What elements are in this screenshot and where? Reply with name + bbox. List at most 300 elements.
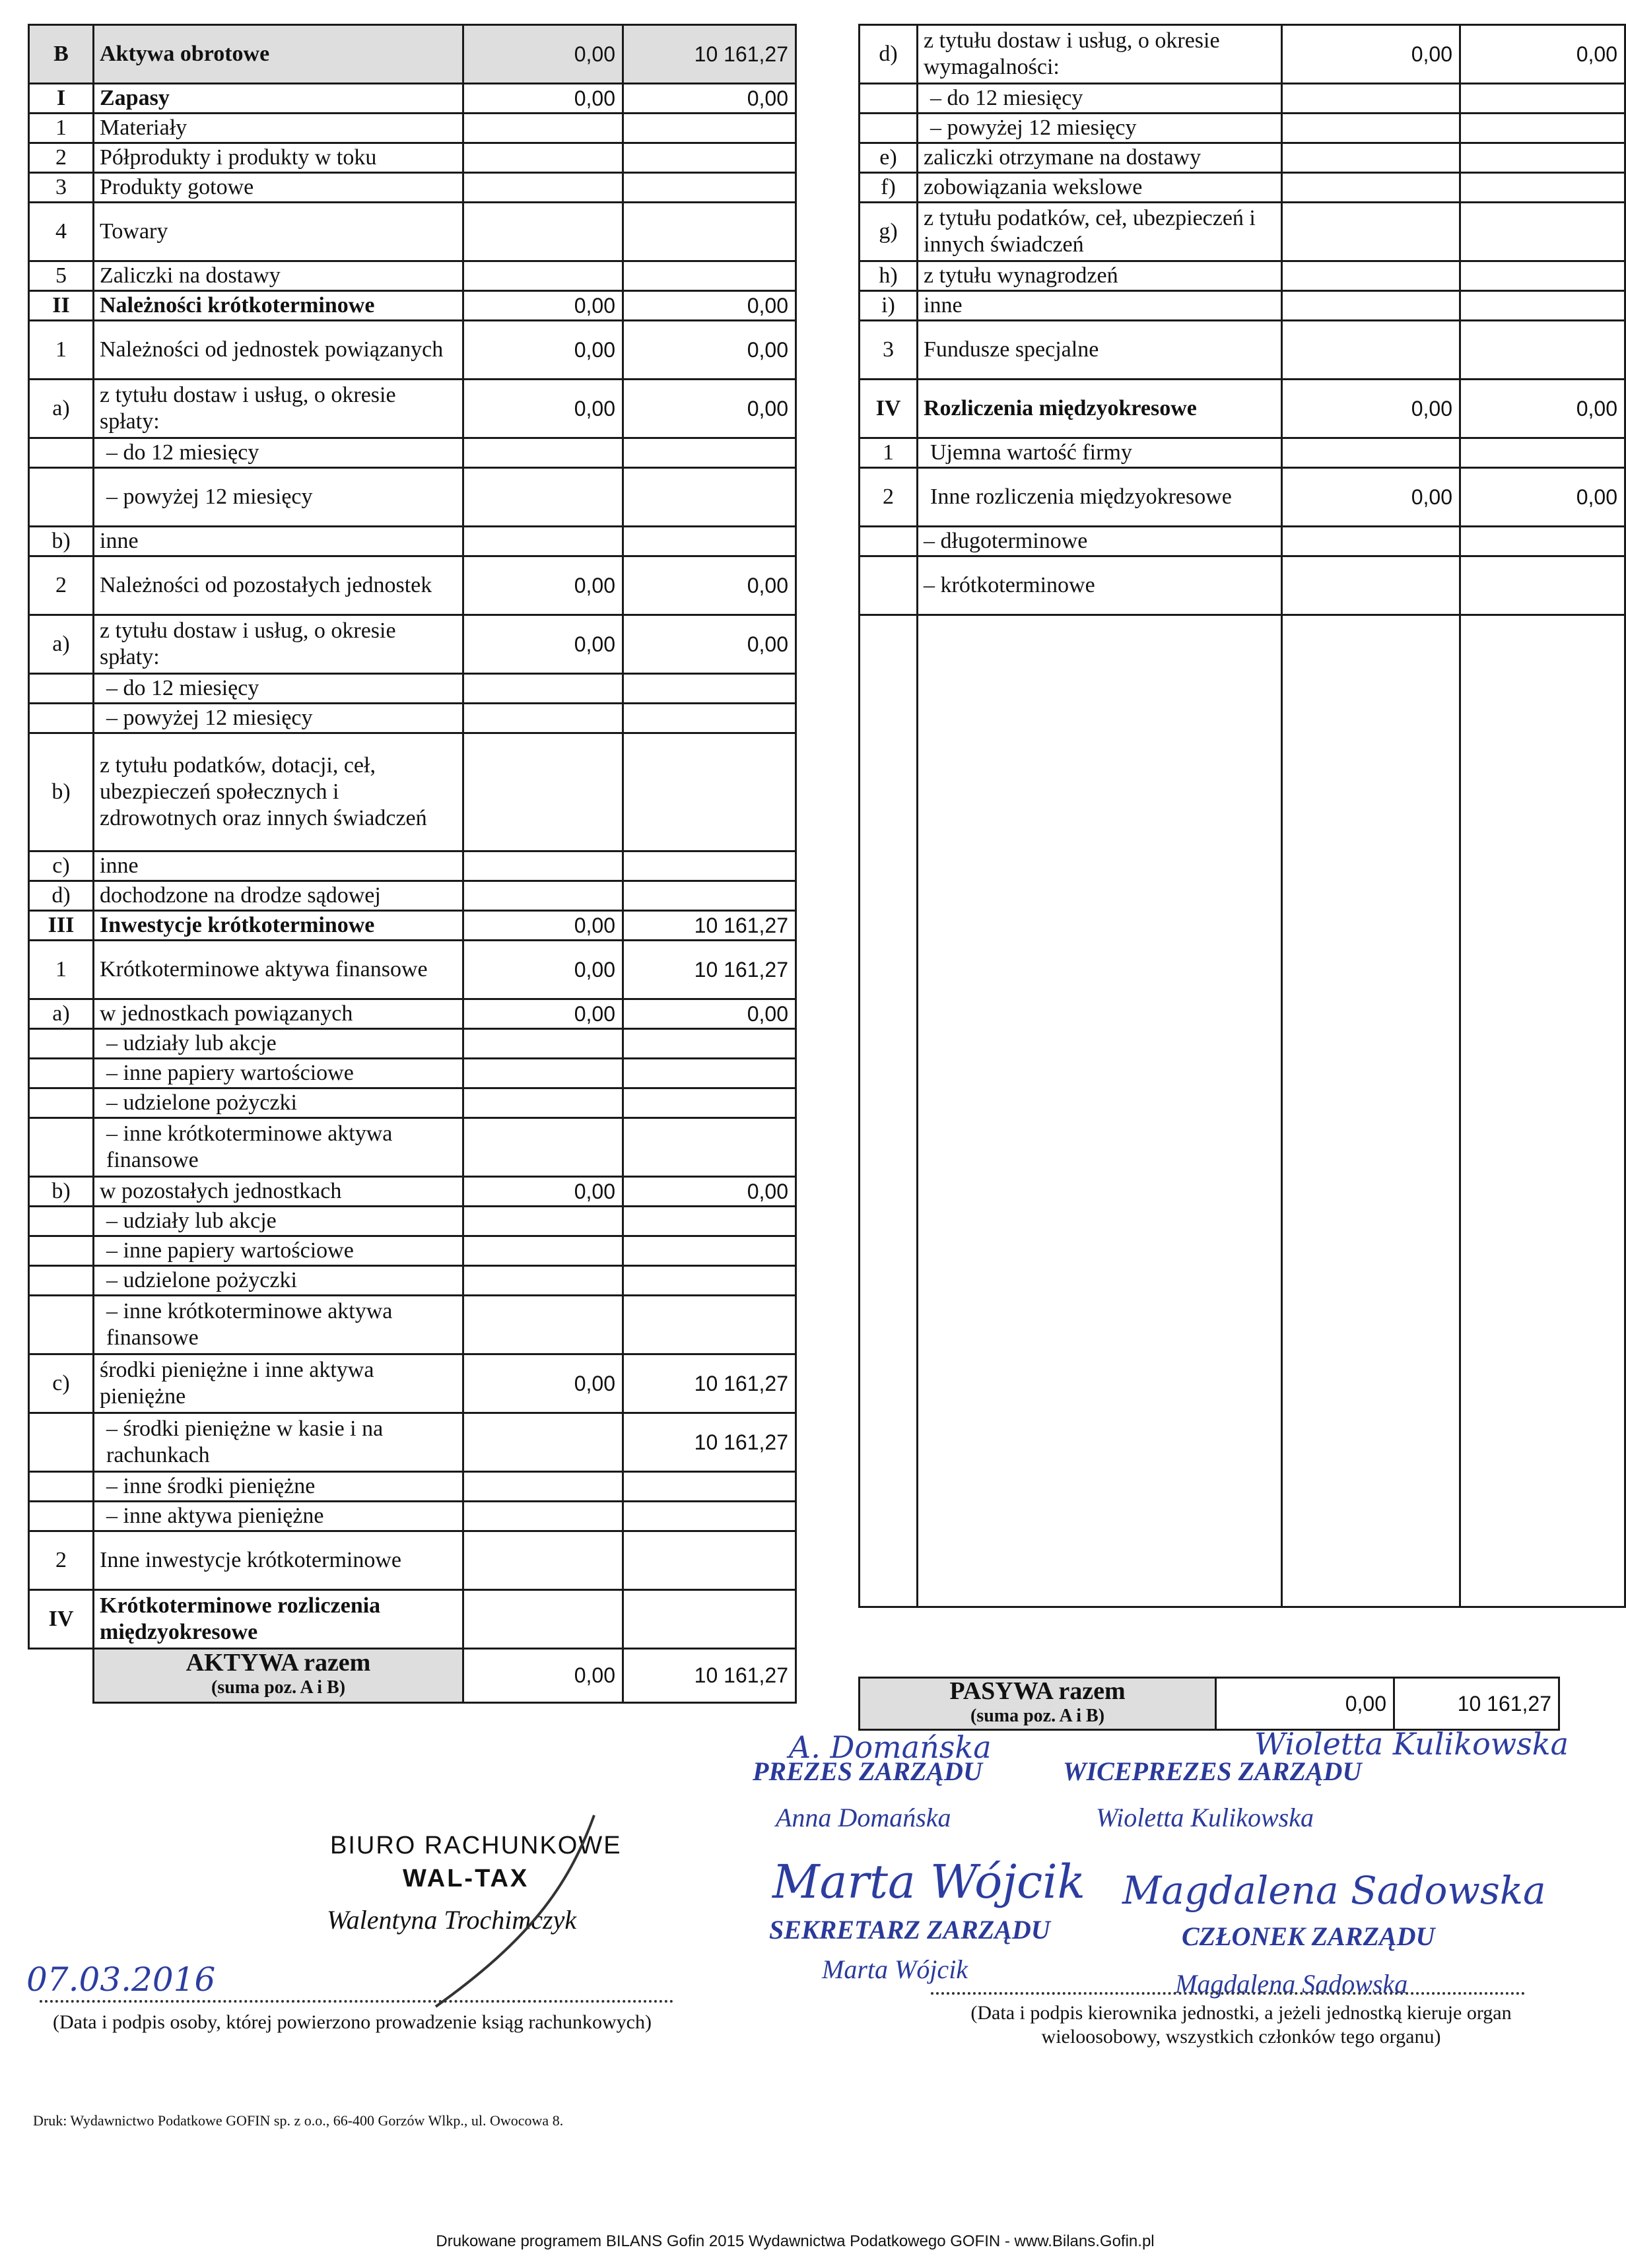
value-current (623, 1502, 796, 1531)
value-previous: 0,00 (463, 615, 623, 674)
position-number (29, 704, 94, 733)
value-current (1460, 291, 1625, 321)
value-current (1460, 321, 1625, 380)
value-current: 0,00 (623, 999, 796, 1029)
value-current: 0,00 (1460, 380, 1625, 438)
assets-row (29, 999, 796, 1029)
position-label: – inne papiery wartościowe (94, 1059, 463, 1088)
assets-row (29, 1296, 796, 1354)
position-number (29, 1472, 94, 1502)
position-number: 5 (29, 261, 94, 291)
assets-total-label (94, 1649, 463, 1703)
position-label: – długoterminowe (918, 527, 1282, 556)
position-label: z tytułu dostaw i usług, o okresie spłaty: (94, 615, 463, 674)
liabilities-table (858, 24, 1626, 1608)
assets-row (29, 615, 796, 674)
value-previous (463, 1236, 623, 1266)
value-previous (463, 1059, 623, 1088)
value-previous (1282, 261, 1460, 291)
value-previous (1282, 114, 1460, 143)
position-number: 3 (860, 321, 918, 380)
assets-row (29, 674, 796, 704)
assets-row (29, 291, 796, 321)
value-current: 0,00 (623, 615, 796, 674)
position-number (29, 674, 94, 704)
position-label: – udziały lub akcje (94, 1207, 463, 1236)
assets-row (29, 733, 796, 851)
assets-row (29, 438, 796, 468)
value-previous (463, 1472, 623, 1502)
liabilities-row (860, 114, 1625, 143)
value-current (623, 1296, 796, 1354)
name-prezes: Anna Domańska (776, 1803, 951, 1832)
value-current: 0,00 (623, 321, 796, 380)
assets-row (29, 114, 796, 143)
position-label: dochodzone na drodze sądowej (94, 881, 463, 911)
position-label: inne (94, 851, 463, 881)
handwritten-signature: Wioletta Kulikowska (1254, 1726, 1569, 1762)
stamp-line3: Walentyna Trochimczyk (327, 1905, 577, 1935)
liabilities-total (858, 1677, 1558, 1731)
position-label: Materiały (94, 114, 463, 143)
position-label: Rozliczenia międzyokresowe (918, 380, 1282, 438)
position-number (860, 84, 918, 114)
position-label: inne (918, 291, 1282, 321)
filler-cell (1460, 615, 1625, 1607)
position-number (29, 438, 94, 468)
value-previous (463, 468, 623, 527)
position-number: c) (29, 1354, 94, 1413)
position-label: Krótkoterminowe rozliczenia międzyokresowe (94, 1590, 463, 1649)
position-label: Półprodukty i produkty w toku (94, 143, 463, 173)
value-previous (463, 114, 623, 143)
liab-total-v2: 10 161,27 (1394, 1678, 1559, 1730)
assets-row (29, 941, 796, 999)
position-label: Aktywa obrotowe (94, 25, 463, 84)
liabilities-row (860, 143, 1625, 173)
value-current (623, 203, 796, 261)
value-current (1460, 203, 1625, 261)
position-label: Fundusze specjalne (918, 321, 1282, 380)
value-current: 0,00 (623, 556, 796, 615)
value-current (623, 1266, 796, 1296)
signature-line-left (40, 2000, 673, 2003)
value-current (623, 881, 796, 911)
value-current (623, 851, 796, 881)
position-label: – środki pieniężne w kasie i na rachunkach (94, 1413, 463, 1472)
position-number: IV (29, 1590, 94, 1649)
value-previous (463, 261, 623, 291)
position-number (29, 1296, 94, 1354)
position-number: 1 (29, 114, 94, 143)
footer-print: Druk: Wydawnictwo Podatkowe GOFIN sp. z o.o., 66-400 Gorzów Wlkp., ul. Owocowa 8. (33, 2112, 564, 2129)
value-previous (1282, 203, 1460, 261)
position-number: c) (29, 851, 94, 881)
assets-row (29, 84, 796, 114)
value-current (623, 143, 796, 173)
value-current: 10 161,27 (623, 911, 796, 941)
assets-total-sub: (suma poz. A i B) (211, 1677, 346, 1698)
value-previous (463, 1413, 623, 1472)
position-label: z tytułu podatków, ceł, ubezpieczeń i innych świadczeń (918, 203, 1282, 261)
value-previous (463, 674, 623, 704)
position-number: B (29, 25, 94, 84)
stamp-line2: WAL-TAX (403, 1865, 529, 1892)
assets-row (29, 321, 796, 380)
liab-total-sub: (suma poz. A i B) (970, 1706, 1105, 1726)
value-current (623, 173, 796, 203)
position-number (860, 527, 918, 556)
value-current (1460, 173, 1625, 203)
signature-stroke-path (436, 1815, 594, 2007)
assets-row (29, 1413, 796, 1472)
assets-row (29, 468, 796, 527)
assets-row (29, 1502, 796, 1531)
value-previous (463, 704, 623, 733)
assets-row (29, 1088, 796, 1118)
assets-row (29, 527, 796, 556)
position-label: Zapasy (94, 84, 463, 114)
value-current (1460, 84, 1625, 114)
value-current (623, 1590, 796, 1649)
filler-cell (860, 615, 918, 1607)
position-label: – do 12 miesięcy (94, 674, 463, 704)
assets-row (29, 380, 796, 438)
position-number (29, 1059, 94, 1088)
assets-row (29, 25, 796, 84)
value-previous (463, 1590, 623, 1649)
assets-row (29, 1029, 796, 1059)
value-current (623, 1029, 796, 1059)
assets-row (29, 556, 796, 615)
assets-row (29, 1472, 796, 1502)
value-previous (463, 1029, 623, 1059)
position-label: Należności krótkoterminowe (94, 291, 463, 321)
position-label: Krótkoterminowe aktywa finansowe (94, 941, 463, 999)
position-number: g) (860, 203, 918, 261)
value-previous (463, 203, 623, 261)
value-current (623, 1531, 796, 1590)
value-current (623, 468, 796, 527)
value-previous: 0,00 (463, 999, 623, 1029)
value-current: 0,00 (1460, 468, 1625, 527)
position-number: 2 (29, 143, 94, 173)
value-previous (1282, 438, 1460, 468)
position-number: 1 (860, 438, 918, 468)
position-label: – inne papiery wartościowe (94, 1236, 463, 1266)
liab-total-label (860, 1678, 1216, 1730)
value-previous (1282, 143, 1460, 173)
value-previous (463, 1502, 623, 1531)
position-label: – inne krótkoterminowe aktywa finansowe (94, 1296, 463, 1354)
value-current (1460, 261, 1625, 291)
position-label: – powyżej 12 miesięcy (918, 114, 1282, 143)
handwritten-signature: A. Domańska (789, 1729, 992, 1765)
value-current (623, 1059, 796, 1088)
assets-row (29, 1207, 796, 1236)
handwritten-signature: Magdalena Sadowska (1122, 1868, 1546, 1913)
assets-table (28, 24, 797, 1704)
position-number: 4 (29, 203, 94, 261)
assets-total-v2: 10 161,27 (623, 1649, 796, 1703)
value-current (1460, 438, 1625, 468)
stamp-line1: BIURO RACHUNKOWE (330, 1832, 622, 1859)
liabilities-row (860, 468, 1625, 527)
position-number: II (29, 291, 94, 321)
liabilities-total-table (858, 1677, 1560, 1731)
value-previous: 0,00 (463, 911, 623, 941)
value-current (1460, 114, 1625, 143)
position-number: d) (860, 25, 918, 84)
position-number: 2 (29, 556, 94, 615)
position-number: IV (860, 380, 918, 438)
assets-row (29, 1059, 796, 1088)
assets-row (29, 173, 796, 203)
value-current: 0,00 (623, 84, 796, 114)
position-label: – udzielone pożyczki (94, 1088, 463, 1118)
position-label: zobowiązania wekslowe (918, 173, 1282, 203)
value-current: 10 161,27 (623, 941, 796, 999)
position-label: z tytułu dostaw i usług, o okresie spłaty: (94, 380, 463, 438)
assets-row (29, 203, 796, 261)
handwritten-date: 07.03.2016 (26, 1960, 216, 1999)
liab-filler-row (860, 615, 1625, 1607)
liabilities-row (860, 203, 1625, 261)
assets-row (29, 911, 796, 941)
value-previous: 0,00 (463, 25, 623, 84)
liabilities-row (860, 380, 1625, 438)
position-number: 2 (860, 468, 918, 527)
position-number (29, 1236, 94, 1266)
assets-row (29, 1266, 796, 1296)
value-current: 10 161,27 (623, 1354, 796, 1413)
value-previous: 0,00 (1282, 468, 1460, 527)
value-previous (1282, 84, 1460, 114)
position-number (29, 1088, 94, 1118)
value-previous (463, 851, 623, 881)
value-previous (463, 1118, 623, 1177)
position-label: środki pieniężne i inne aktywa pieniężne (94, 1354, 463, 1413)
position-label: Inne rozliczenia międzyokresowe (918, 468, 1282, 527)
value-previous (463, 1088, 623, 1118)
assets-row (29, 1118, 796, 1177)
assets-row (29, 1590, 796, 1649)
value-current (623, 704, 796, 733)
position-number: h) (860, 261, 918, 291)
value-current (623, 1472, 796, 1502)
position-number: 1 (29, 941, 94, 999)
value-previous: 0,00 (463, 941, 623, 999)
name-sekretarz: Marta Wójcik (822, 1954, 968, 1984)
position-number: 1 (29, 321, 94, 380)
liabilities-row (860, 556, 1625, 615)
position-label: z tytułu podatków, dotacji, ceł, ubezpieczeń społecznych i zdrowotnych oraz innych świadczeń (94, 733, 463, 851)
position-number: 3 (29, 173, 94, 203)
liabilities-row (860, 25, 1625, 84)
position-number: I (29, 84, 94, 114)
value-current (623, 1088, 796, 1118)
position-number (29, 468, 94, 527)
value-current: 0,00 (1460, 25, 1625, 84)
value-current (1460, 143, 1625, 173)
position-number: b) (29, 733, 94, 851)
value-previous (1282, 291, 1460, 321)
value-current: 10 161,27 (623, 25, 796, 84)
value-previous (463, 1207, 623, 1236)
position-number: b) (29, 527, 94, 556)
value-current (1460, 527, 1625, 556)
position-number: a) (29, 615, 94, 674)
signature-line-right (931, 1992, 1525, 1995)
value-current (623, 1236, 796, 1266)
value-previous (463, 527, 623, 556)
value-previous: 0,00 (463, 380, 623, 438)
role-czlonek: CZŁONEK ZARZĄDU (1182, 1921, 1435, 1951)
position-label: w jednostkach powiązanych (94, 999, 463, 1029)
assets-row (29, 881, 796, 911)
value-previous: 0,00 (1282, 380, 1460, 438)
liabilities-row (860, 261, 1625, 291)
value-previous: 0,00 (463, 291, 623, 321)
assets-row (29, 1354, 796, 1413)
total-empty-cell (29, 1649, 94, 1703)
role-prezes: PREZES ZARZĄDU (753, 1756, 982, 1786)
position-label: – do 12 miesięcy (918, 84, 1282, 114)
liabilities-row (860, 321, 1625, 380)
position-label: – powyżej 12 miesięcy (94, 704, 463, 733)
liabilities-body (860, 25, 1625, 615)
position-label: Należności od pozostałych jednostek (94, 556, 463, 615)
value-previous (463, 733, 623, 851)
value-current (623, 438, 796, 468)
position-number (860, 556, 918, 615)
caption-left: (Data i podpis osoby, której powierzono prowadzenie ksiąg rachunkowych) (53, 2011, 652, 2033)
footer-program: Drukowane programem BILANS Gofin 2015 Wydawnictwa Podatkowego GOFIN - www.Bilans.Gofin.pl (436, 2232, 1155, 2250)
name-wiceprezes: Wioletta Kulikowska (1096, 1803, 1314, 1832)
liab-total-title: PASYWA razem (949, 1677, 1126, 1705)
handwritten-signature: Marta Wójcik (772, 1855, 1086, 1909)
position-number: 2 (29, 1531, 94, 1590)
value-previous: 0,00 (463, 321, 623, 380)
value-previous: 0,00 (463, 1177, 623, 1207)
value-current (623, 114, 796, 143)
position-number: d) (29, 881, 94, 911)
position-number: a) (29, 380, 94, 438)
value-current (1460, 556, 1625, 615)
liabilities-row (860, 527, 1625, 556)
position-label: zaliczki otrzymane na dostawy (918, 143, 1282, 173)
value-previous: 0,00 (463, 556, 623, 615)
position-label: – do 12 miesięcy (94, 438, 463, 468)
position-label: – powyżej 12 miesięcy (94, 468, 463, 527)
position-label: Należności od jednostek powiązanych (94, 321, 463, 380)
assets-total-v1: 0,00 (463, 1649, 623, 1703)
position-label: – inne aktywa pieniężne (94, 1502, 463, 1531)
position-number (29, 1207, 94, 1236)
position-label: – inne krótkoterminowe aktywa finansowe (94, 1118, 463, 1177)
name-czlonek: Magdalena Sadowska (1175, 1969, 1408, 1999)
value-previous (463, 1296, 623, 1354)
value-current (623, 674, 796, 704)
value-previous: 0,00 (1282, 25, 1460, 84)
value-current: 0,00 (623, 380, 796, 438)
position-number (29, 1266, 94, 1296)
position-label: – udzielone pożyczki (94, 1266, 463, 1296)
position-label: – krótkoterminowe (918, 556, 1282, 615)
value-previous (463, 143, 623, 173)
position-number: a) (29, 999, 94, 1029)
liabilities-row (860, 291, 1625, 321)
position-label: z tytułu dostaw i usług, o okresie wymagalności: (918, 25, 1282, 84)
value-current (623, 1118, 796, 1177)
value-previous (463, 173, 623, 203)
role-sekretarz: SEKRETARZ ZARZĄDU (769, 1915, 1050, 1945)
value-current (623, 261, 796, 291)
position-label: Ujemna wartość firmy (918, 438, 1282, 468)
value-current (623, 527, 796, 556)
value-previous (463, 1531, 623, 1590)
assets-row (29, 704, 796, 733)
position-number (29, 1029, 94, 1059)
value-previous: 0,00 (463, 84, 623, 114)
position-label: – inne środki pieniężne (94, 1472, 463, 1502)
position-number: III (29, 911, 94, 941)
liabilities-row (860, 173, 1625, 203)
assets-total-row (29, 1649, 796, 1703)
position-number: e) (860, 143, 918, 173)
position-label: inne (94, 527, 463, 556)
liabilities-row (860, 84, 1625, 114)
position-label: Towary (94, 203, 463, 261)
value-previous: 0,00 (463, 1354, 623, 1413)
position-label: Inwestycje krótkoterminowe (94, 911, 463, 941)
position-label: Produkty gotowe (94, 173, 463, 203)
position-number: b) (29, 1177, 94, 1207)
assets-row (29, 1531, 796, 1590)
value-previous (1282, 556, 1460, 615)
position-number (29, 1502, 94, 1531)
caption-right: (Data i podpis kierownika jednostki, a jeżeli jednostką kieruje organ wieloosobowy, wszystkich członków tego organu) (970, 2002, 1512, 2048)
value-current: 10 161,27 (623, 1413, 796, 1472)
value-previous (463, 1266, 623, 1296)
position-label: z tytułu wynagrodzeń (918, 261, 1282, 291)
position-label: Inne inwestycje krótkoterminowe (94, 1531, 463, 1590)
position-number (29, 1118, 94, 1177)
liab-total-v1: 0,00 (1216, 1678, 1394, 1730)
value-current: 0,00 (623, 291, 796, 321)
position-label: w pozostałych jednostkach (94, 1177, 463, 1207)
position-number: f) (860, 173, 918, 203)
value-previous (463, 438, 623, 468)
position-label: Zaliczki na dostawy (94, 261, 463, 291)
assets-body (29, 25, 796, 1649)
position-number: i) (860, 291, 918, 321)
signature-stroke (396, 1809, 607, 2020)
assets-row (29, 1236, 796, 1266)
assets-row (29, 143, 796, 173)
assets-row (29, 1177, 796, 1207)
value-previous (1282, 173, 1460, 203)
value-current (623, 733, 796, 851)
liabilities-row (860, 438, 1625, 468)
role-wiceprezes: WICEPREZES ZARZĄDU (1063, 1756, 1362, 1786)
value-previous (463, 881, 623, 911)
value-current: 0,00 (623, 1177, 796, 1207)
filler-cell (918, 615, 1282, 1607)
assets-row (29, 261, 796, 291)
assets-total-title: AKTYWA razem (186, 1649, 371, 1677)
position-label: – udziały lub akcje (94, 1029, 463, 1059)
